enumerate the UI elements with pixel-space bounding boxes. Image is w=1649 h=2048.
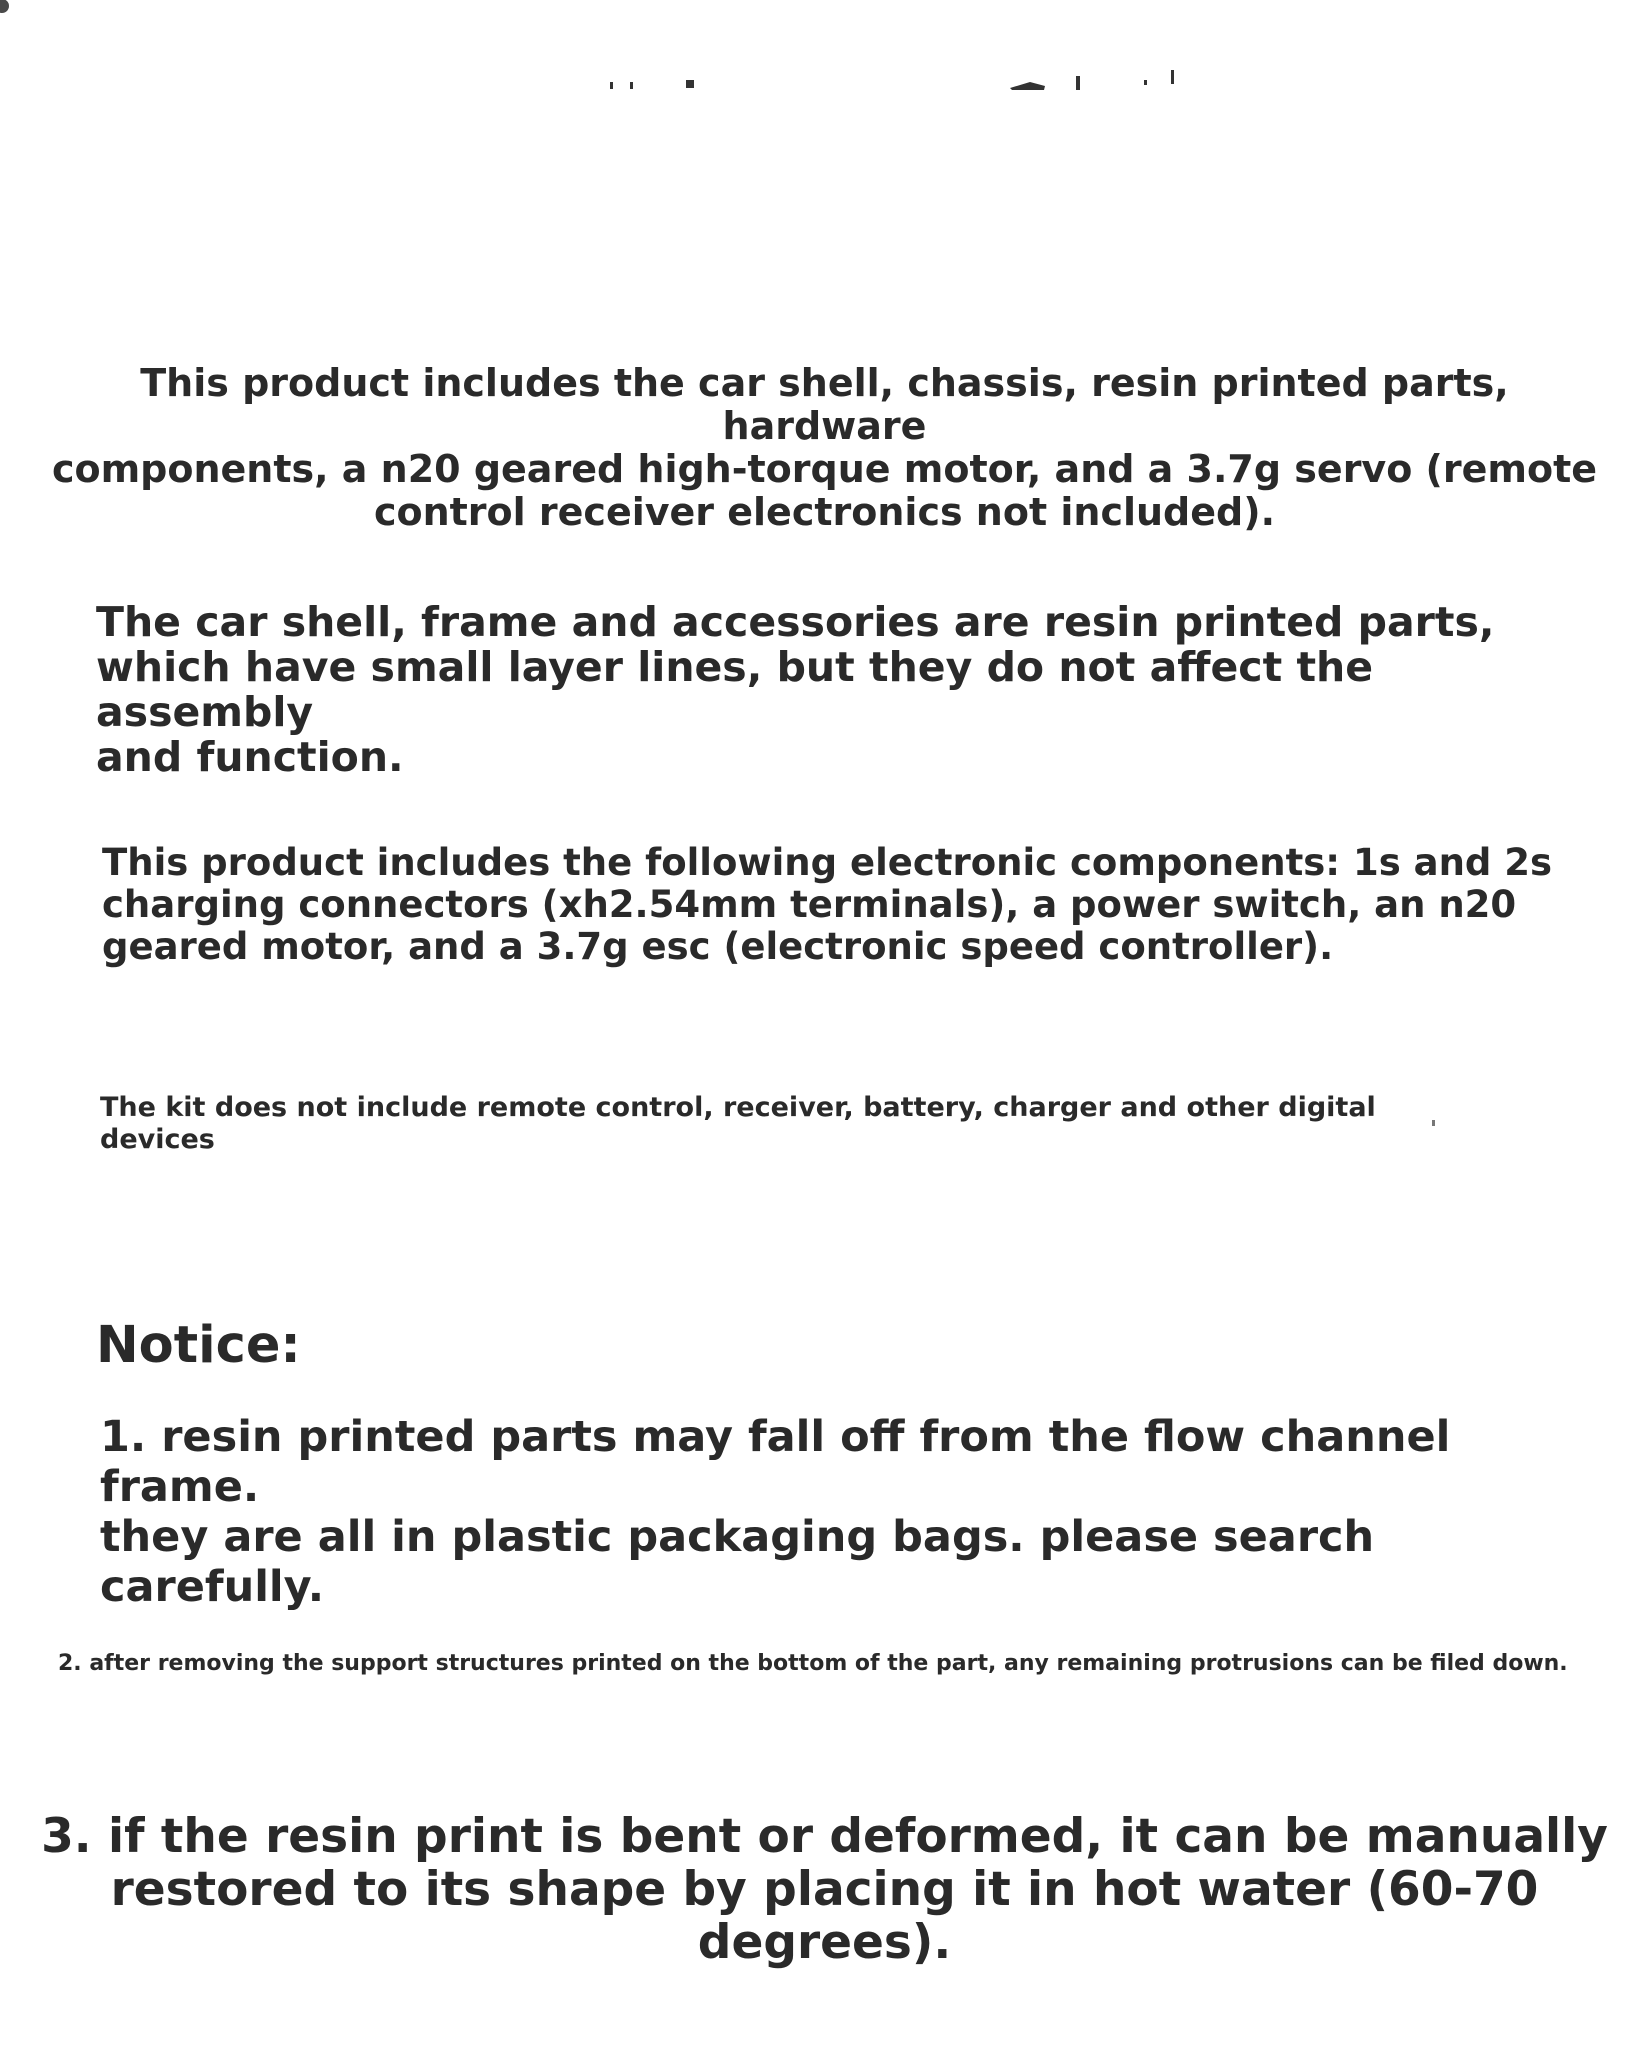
text-line: and function. [96,733,404,781]
text-line: geared motor, and a 3.7g esc (electronic speed controller). [102,925,1334,968]
notice-item-1 [100,1412,1600,1612]
text-line: control receiver electronics not included). [373,490,1276,534]
text-line: charging connectors (xh2.54mm terminals), a power switch, an n20 [102,883,1517,926]
text-line: components, a n20 geared high-torque motor, and a 3.7g servo (remote [51,447,1598,491]
scan-speck [1076,76,1080,90]
text-line: which have small layer lines, but they do not affect the assembly [96,643,1374,736]
product-contents-paragraph [40,362,1609,534]
notice-item-2: 2. after removing the support structures printed on the bottom of the part, any remaining protrusions can be filed down. [58,1651,1568,1676]
text-line: The car shell, frame and accessories are resin printed parts, [96,598,1495,646]
scan-speck [1144,80,1147,85]
scan-speck [686,80,694,88]
text-line: 1. resin printed parts may fall off from the flow channel frame. [100,1412,1451,1512]
text-line: restored to its shape by placing it in hot water (60-70 degrees). [110,1862,1539,1970]
text-line: This product includes the car shell, chassis, resin printed parts, hardware [140,361,1509,448]
resin-parts-paragraph [96,600,1596,780]
notice-item-3 [20,1810,1629,1969]
text-line: they are all in plastic packaging bags. please search carefully. [100,1512,1375,1612]
notice-heading: Notice: [96,1316,301,1375]
kit-exclusions-note: The kit does not include remote control, receiver, battery, charger and other digital devices [100,1092,1376,1155]
scan-speck [1171,70,1174,84]
scan-speck [610,82,613,89]
text-line: This product includes the following electronic components: 1s and 2s [102,841,1553,884]
corner-mark [0,0,9,13]
scan-speck [630,82,633,89]
scan-speck [1010,82,1045,90]
electronics-paragraph [102,842,1582,968]
text-line: 3. if the resin print is bent or deformed, it can be manually [41,1809,1608,1864]
